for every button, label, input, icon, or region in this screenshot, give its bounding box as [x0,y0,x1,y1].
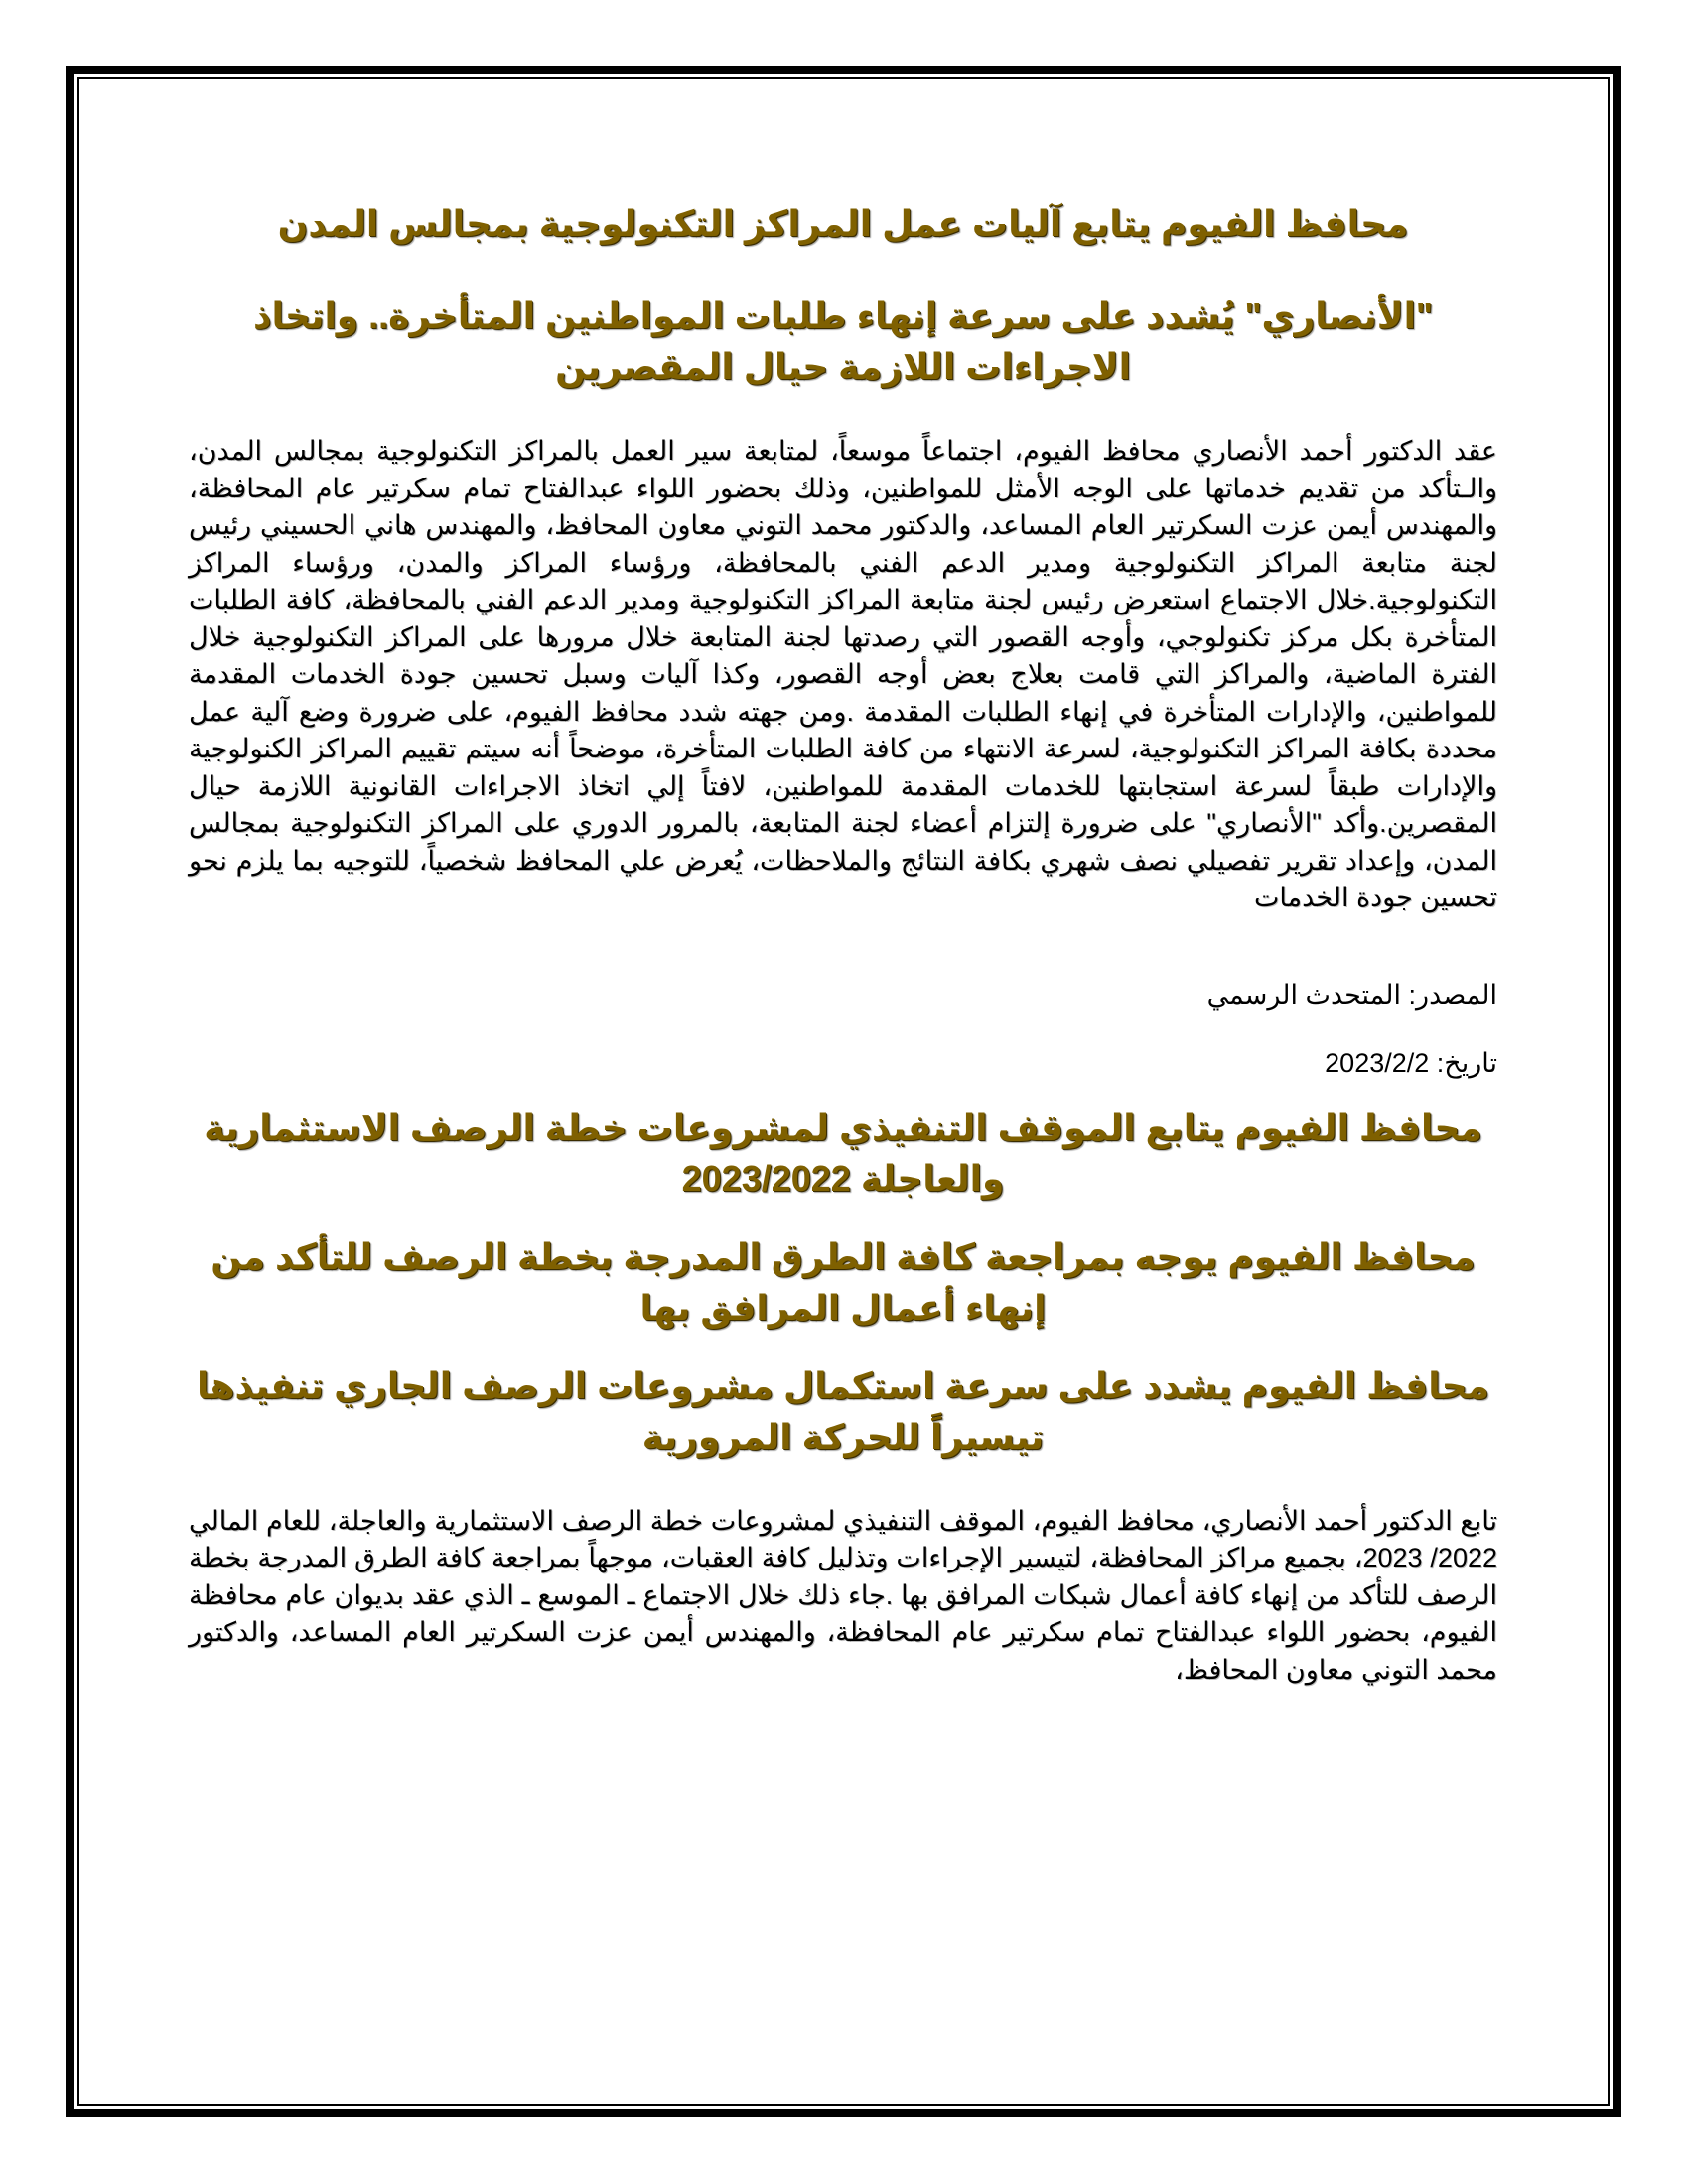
article-2-body: تابع الدكتور أحمد الأنصاري، محافظ الفيوم، الموقف التنفيذي لمشروعات خطة الرصف الاستثمارية والعاجلة، للعام المالي 2022/ 2023، بجميع مراكز المحافظة، لتيسير الإجراءات وتذليل كافة العقبات، موجهاً بمراجعة كافة الطرق المدرجة بخطة الرصف للتأكد من إنهاء كافة أعمال شبكات المرافق بها .جاء ذلك خلال الاجتماع ـ الموسع ـ الذي عقد بديوان عام محافظة الفيوم، بحضور اللواء عبدالفتاح تمام سكرتير عام المحافظة، والمهندس أيمن عزت السكرتير العام المساعد، والدكتور محمد التوني معاون المحافظ، [189,1505,1497,1685]
article-1-date: تاريخ: 2023/2/2 [1325,1047,1497,1078]
article-1-subheadline: "الأنصاري" يُشدد على سرعة إنهاء طلبات المواطنين المتأخرة.. واتخاذ الاجراءات اللازمة حيال المقصرين [253,295,1433,387]
article-paving-plan [189,1102,1497,1690]
article-2-subheadline-1: محافظ الفيوم يوجه بمراجعة كافة الطرق المدرجة بخطة الرصف للتأكد من إنهاء أعمال المرافق بها [211,1235,1476,1328]
article-technology-centers [189,199,1497,1082]
article-1-headline: محافظ الفيوم يتابع آليات عمل المراكز التكنولوجية بمجالس المدن [277,204,1409,244]
article-1-source: المصدر: المتحدث الرسمي [1206,979,1497,1010]
document-page [189,189,1497,1689]
article-2-headline: محافظ الفيوم يتابع الموقف التنفيذي لمشروعات خطة الرصف الاستثمارية والعاجلة 2023/2022 [204,1106,1482,1199]
article-1-body: عقد الدكتور أحمد الأنصاري محافظ الفيوم، اجتماعاً موسعاً، لمتابعة سير العمل بالمراكز التكنولوجية بمجالس المدن، والـتأكد من تقديم خدماتها على الوجه الأمثل للمواطنين، وذلك بحضور اللواء عبدالفتاح تمام سكرتير عام المحافظة، والمهندس أيمن عزت السكرتير العام المساعد، والدكتور محمد التوني معاون المحافظ، والمهندس هاني الحسيني رئيس لجنة متابعة المراكز التكنولوجية ومدير الدعم الفني بالمحافظة، ورؤساء المراكز والمدن، ورؤساء المراكز التكنولوجية.خلال الاجتماع استعرض رئيس لجنة متابعة المراكز التكنولوجية ومدير الدعم الفني بالمحافظة، كافة الطلبات المتأخرة بكل مركز تكنولوجي، وأوجه القصور التي رصدتها لجنة المتابعة خلال مرورها على المراكز التكنولوجية خلال الفترة الماضية، والمراكز التي قامت بعلاج بعض أوجه القصور، وكذا آليات وسبل تحسين جودة الخدمات المقدمة للمواطنين، والإدارات المتأخرة في إنهاء الطلبات المقدمة .ومن جهته شدد محافظ الفيوم، على ضرورة وضع آلية عمل محددة بكافة المراكز التكنولوجية، لسرعة الانتهاء من كافة الطلبات المتأخرة، موضحاً أنه سيتم تقييم المراكز الكنولوجية والإدارات طبقاً لسرعة استجابتها للخدمات المقدمة للمواطنين، لافتاً إلي اتخاذ الاجراءات القانونية اللازمة حيال المقصرين.وأكد "الأنصاري" على ضرورة إلتزام أعضاء لجنة المتابعة، بالمرور الدوري على المراكز التكنولوجية بمجالس المدن، وإعداد تقرير تفصيلي نصف شهري بكافة النتائج والملاحظات، يُعرض علي المحافظ شخصياً، للتوجيه بما يلزم نحو تحسين جودة الخدمات [189,436,1497,912]
article-2-subheadline-2: محافظ الفيوم يشدد على سرعة استكمال مشروعات الرصف الجاري تنفيذها تيسيراً للحركة المرورية [197,1364,1489,1457]
